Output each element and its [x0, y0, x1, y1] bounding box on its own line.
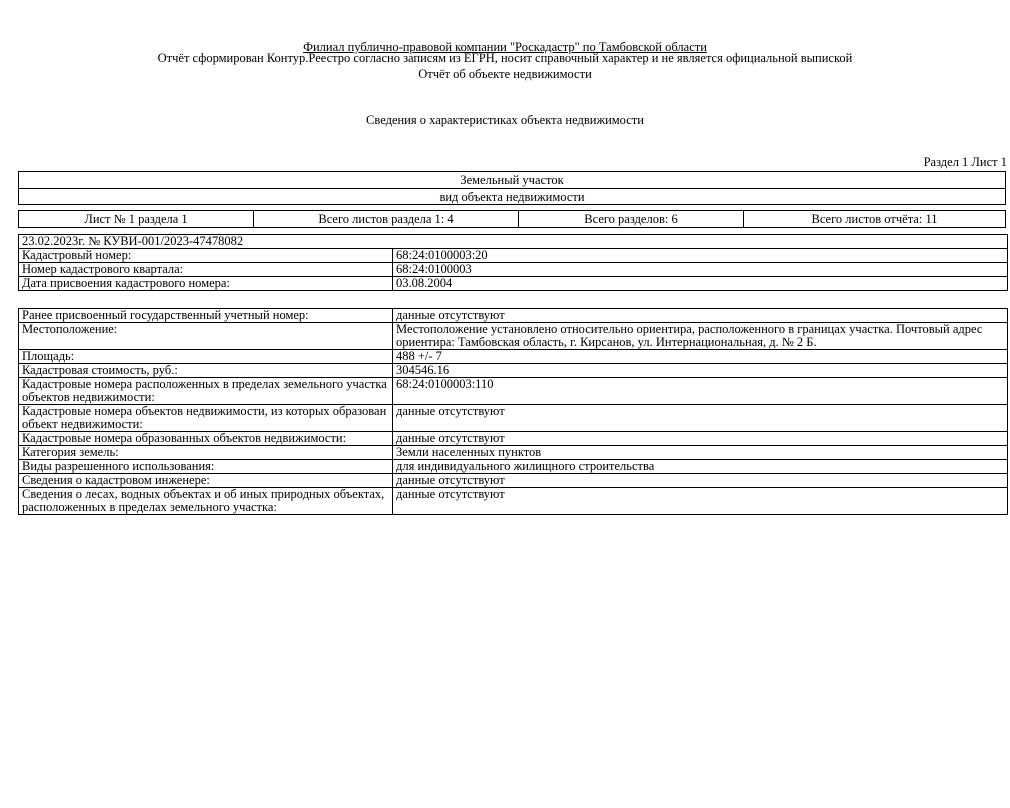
row-label: Сведения о лесах, водных объектах и об иных природных объектах, расположенных в пределах земельного участка:	[19, 488, 393, 515]
row-label: Сведения о кадастровом инженере:	[19, 474, 393, 488]
section-sheet-ref: Раздел 1 Лист 1	[923, 155, 1007, 169]
row-value: 488 +/- 7	[393, 350, 1008, 364]
row-label: Ранее присвоенный государственный учетный номер:	[19, 309, 393, 323]
object-type: Земельный участок	[460, 173, 564, 187]
table-row	[19, 277, 1008, 291]
row-value: данные отсутствуют	[393, 432, 1008, 446]
table-row	[19, 460, 1008, 474]
row-value: 304546.16	[393, 364, 1008, 378]
report-title: Отчёт об объекте недвижимости	[418, 67, 592, 81]
row-value: Земли населенных пунктов	[393, 446, 1008, 460]
row-value: 03.08.2004	[393, 277, 1008, 291]
row-label: Дата присвоения кадастрового номера:	[19, 277, 393, 291]
record-table	[18, 234, 1008, 291]
row-label: Кадастровый номер:	[19, 249, 393, 263]
total-report-sheets: Всего листов отчёта: 11	[811, 212, 938, 226]
row-value: Местоположение установлено относительно ориентира, расположенного в границах участка. Почтовый адрес ориентира: Тамбовская область, г. Кирсанов, ул. Интернациональная, д. № 2 Б.	[393, 323, 1008, 350]
table-row	[19, 364, 1008, 378]
row-label: Виды разрешенного использования:	[19, 460, 393, 474]
row-value: 68:24:0100003:110	[393, 378, 1008, 405]
row-label: Категория земель:	[19, 446, 393, 460]
row-value: для индивидуального жилищного строительства	[393, 460, 1008, 474]
table-row	[19, 405, 1008, 432]
row-value: данные отсутствуют	[393, 405, 1008, 432]
row-label: Кадастровые номера образованных объектов недвижимости:	[19, 432, 393, 446]
row-label: Кадастровые номера объектов недвижимости, из которых образован объект недвижимости:	[19, 405, 393, 432]
table-row	[19, 309, 1008, 323]
row-label: Кадастровые номера расположенных в пределах земельного участка объектов недвижимости:	[19, 378, 393, 405]
row-value: 68:24:0100003:20	[393, 249, 1008, 263]
branch-title: Филиал публично-правовой компании "Роскадастр" по Тамбовской области	[303, 40, 707, 54]
sheet-info-bar	[18, 210, 1006, 228]
table-row	[19, 378, 1008, 405]
table-row	[19, 446, 1008, 460]
table-row	[19, 488, 1008, 515]
row-label: Местоположение:	[19, 323, 393, 350]
report-disclaimer: Отчёт сформирован Контур.Реестро согласно записям из ЕГРН, носит справочный характер и не является официальной выпиской	[157, 51, 853, 65]
row-value: данные отсутствуют	[393, 488, 1008, 515]
table-row	[19, 323, 1008, 350]
row-label: Номер кадастрового квартала:	[19, 263, 393, 277]
row-value: данные отсутствуют	[393, 309, 1008, 323]
table-row	[19, 263, 1008, 277]
row-label: Площадь:	[19, 350, 393, 364]
row-value: данные отсутствуют	[393, 474, 1008, 488]
table-row	[19, 350, 1008, 364]
table-row	[19, 432, 1008, 446]
record-date-number: 23.02.2023г. № КУВИ-001/2023-47478082	[19, 235, 1008, 249]
object-type-caption: вид объекта недвижимости	[19, 188, 1005, 205]
row-label: Кадастровая стоимость, руб.:	[19, 364, 393, 378]
section-subtitle: Сведения о характеристиках объекта недвижимости	[366, 113, 644, 127]
object-type-box	[18, 171, 1006, 205]
record-header-row	[19, 235, 1008, 249]
table-row	[19, 474, 1008, 488]
total-sections: Всего разделов: 6	[519, 211, 744, 227]
sheet-number: Лист № 1 раздела 1	[19, 211, 254, 227]
details-table	[18, 308, 1008, 515]
total-section-sheets: Всего листов раздела 1: 4	[254, 211, 519, 227]
row-value: 68:24:0100003	[393, 263, 1008, 277]
table-row	[19, 249, 1008, 263]
